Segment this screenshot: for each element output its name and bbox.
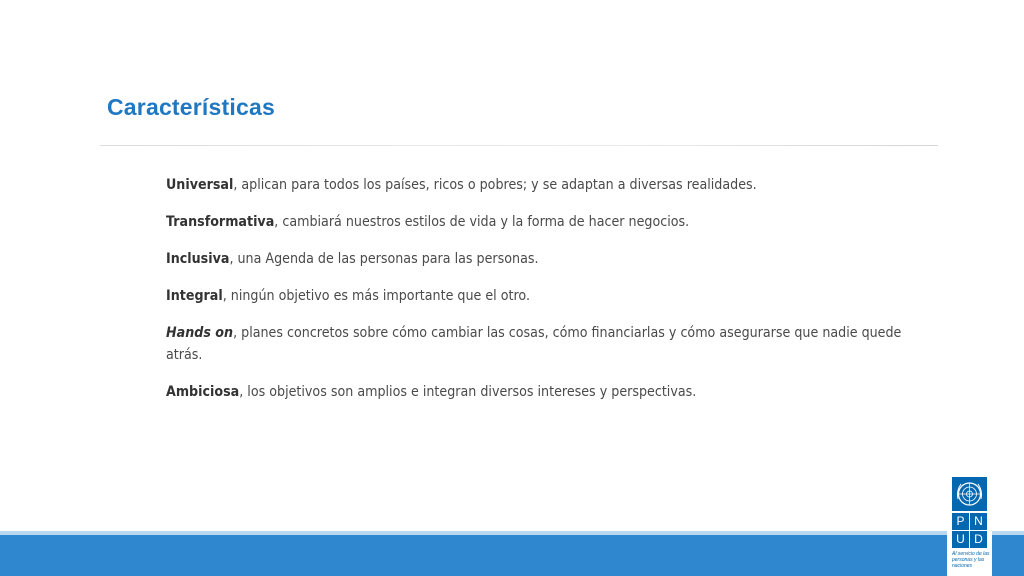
characteristics-list — [166, 174, 902, 418]
logo-letter-d: D — [970, 531, 987, 548]
list-item-universal — [166, 174, 814, 196]
item-term: Transformativa — [166, 213, 275, 230]
list-item-ambiciosa — [166, 381, 814, 403]
item-term: Ambiciosa — [166, 383, 240, 400]
item-text: , una Agenda de las personas para las personas. — [229, 250, 539, 267]
logo-letter-n: N — [970, 513, 987, 530]
item-text: , aplican para todos los países, ricos o pobres; y se adaptan a diversas realidades. — [233, 176, 757, 193]
item-term: Integral — [166, 287, 223, 304]
item-term: Inclusiva — [166, 250, 230, 267]
logo-letter-p: P — [952, 513, 969, 530]
item-text: , cambiará nuestros estilos de vida y la forma de hacer negocios. — [274, 213, 690, 230]
un-emblem-icon — [952, 477, 987, 511]
item-text: , los objetivos son amplios e integran diversos intereses y perspectivas. — [239, 383, 697, 400]
bottom-bar — [0, 535, 1024, 576]
title-divider — [100, 145, 938, 146]
list-item-inclusiva — [166, 248, 814, 270]
logo-tagline: Al servicio de las personas y las naciones — [952, 551, 990, 569]
list-item-integral — [166, 285, 814, 307]
logo-letter-u: U — [952, 531, 969, 548]
item-term: Hands on — [166, 324, 234, 341]
item-text: , planes concretos sobre cómo cambiar las cosas, cómo financiarlas y cómo asegurarse que nadie quede atrás. — [166, 324, 902, 363]
undp-logo — [947, 473, 992, 576]
list-item-transformativa — [166, 211, 814, 233]
item-text: , ningún objetivo es más importante que el otro. — [222, 287, 531, 304]
slide-title: Características — [107, 94, 275, 120]
list-item-hands-on — [166, 322, 912, 366]
item-term: Universal — [166, 176, 234, 193]
